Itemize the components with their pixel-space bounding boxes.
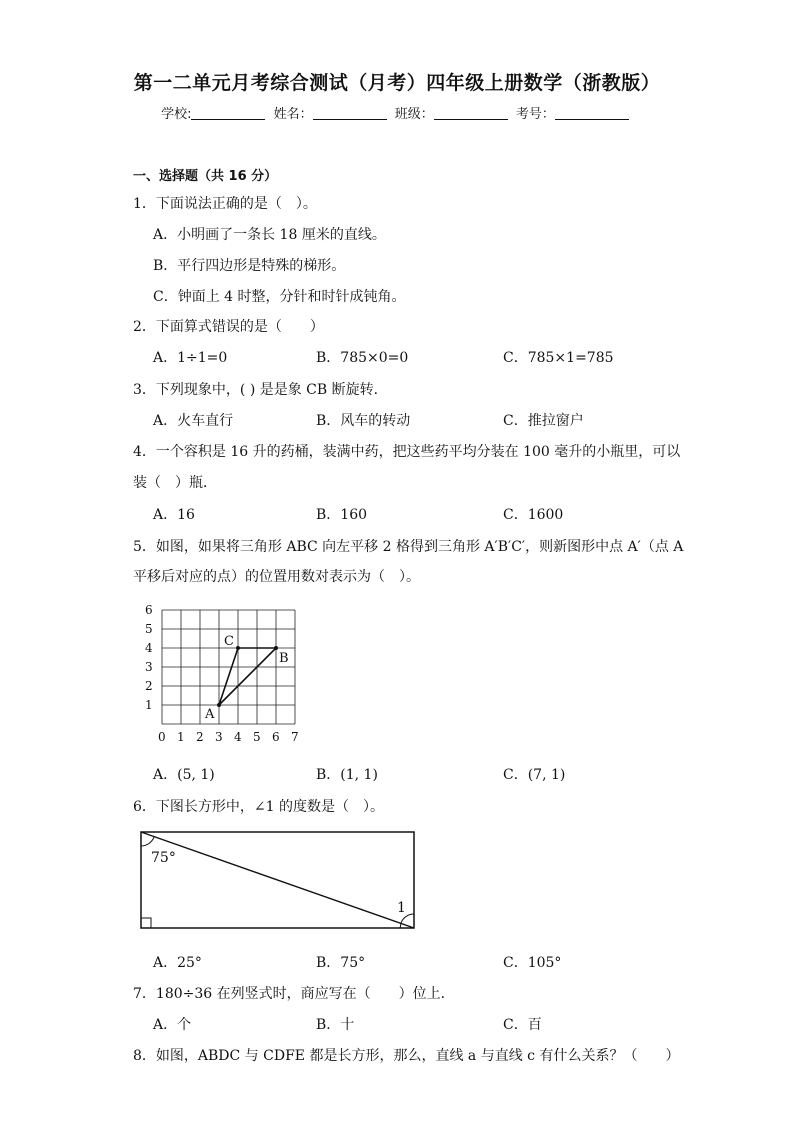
point-b-label: B [279, 651, 289, 666]
y-tick-label: 6 [145, 603, 153, 617]
angle-1-arc [400, 923, 401, 928]
question-4-option-c[interactable]: C．1600 [503, 507, 564, 523]
question-2-stem: 2．下面算式错误的是（ ） [133, 319, 324, 335]
grid-tick-labels [145, 603, 299, 744]
x-tick-label: 6 [272, 730, 280, 744]
question-4-option-b[interactable]: B．160 [316, 507, 368, 523]
question-6-option-b[interactable]: B．75° [316, 955, 366, 971]
question-1-stem: 1．下面说法正确的是（ ）。 [133, 196, 317, 212]
y-tick-label: 2 [145, 679, 153, 693]
question-3-option-c[interactable]: C．推拉窗户 [503, 413, 584, 429]
page-title: 第一二单元月考综合测试（月考）四年级上册数学（浙教版） [133, 72, 661, 94]
class-label: 班级： [394, 107, 434, 122]
question-2-option-c[interactable]: C．785×1=785 [503, 350, 614, 366]
question-5-option-a[interactable]: A．(5, 1) [153, 767, 215, 783]
question-3-option-b[interactable]: B．风车的转动 [316, 413, 411, 429]
section-title: 一、选择题（共 16 分） [133, 169, 278, 184]
y-tick-label: 4 [145, 641, 153, 655]
y-tick-label: 1 [145, 698, 153, 712]
question-5-stem-line1: 5．如图，如果将三角形 ABC 向左平移 2 格得到三角形 A′B′C′，则新图形中点 A′（点 A [133, 539, 684, 555]
question-1-option-b[interactable]: B．平行四边形是特殊的梯形。 [153, 258, 346, 274]
exam-number-blank[interactable] [555, 105, 629, 120]
x-tick-label: 2 [196, 730, 204, 744]
question-7-option-a[interactable]: A．个 [153, 1017, 192, 1033]
x-tick-label: 3 [215, 730, 223, 744]
question-3-stem: 3．下列现象中，( ) 是是象 CB 断旋转． [133, 382, 388, 398]
y-tick-label: 5 [145, 622, 153, 636]
point-a-dot [217, 703, 221, 707]
point-a-label: A [205, 707, 215, 722]
rectangle-diagonal-figure [135, 826, 425, 936]
question-6-option-c[interactable]: C．105° [503, 955, 562, 971]
point-c-dot [236, 646, 240, 650]
class-blank[interactable] [434, 105, 508, 120]
question-4-stem-line2: 装（ ）瓶． [133, 475, 217, 491]
question-7-option-b[interactable]: B．十 [316, 1017, 355, 1033]
question-5-option-c[interactable]: C．(7, 1) [503, 767, 566, 783]
school-label: 学校: [161, 107, 192, 122]
question-6-stem: 6．下图长方形中，∠1 的度数是（ ）。 [133, 799, 384, 815]
name-blank[interactable] [313, 105, 387, 120]
x-tick-label: 4 [234, 730, 242, 744]
school-blank[interactable] [191, 105, 265, 120]
exam-number-label: 考号： [515, 107, 555, 122]
question-8-stem: 8．如图，ABDC 与 CDFE 都是长方形，那么，直线 a 与直线 c 有什么关系？（ ） [133, 1048, 680, 1064]
question-6-option-a[interactable]: A．25° [153, 955, 202, 971]
name-label: 姓名： [273, 107, 313, 122]
question-2-option-a[interactable]: A．1÷1=0 [153, 350, 228, 366]
angle-75-arc [141, 837, 154, 846]
question-1-option-c[interactable]: C．钟面上 4 时整，分针和时针成钝角。 [153, 289, 406, 305]
point-b-dot [274, 646, 278, 650]
x-tick-label: 7 [291, 730, 299, 744]
grid-lines [162, 610, 295, 724]
x-tick-label: 5 [253, 730, 261, 744]
question-4-stem-line1: 4．一个容积是 16 升的药桶，装满中药，把这些药平均分装在 100 毫升的小瓶里，可以 [133, 444, 681, 460]
right-angle-mark [141, 918, 151, 928]
x-tick-label: 1 [177, 730, 185, 744]
angle-75-label: 75° [151, 850, 176, 866]
point-c-label: C [224, 634, 234, 649]
angle-1-label: 1 [397, 900, 406, 916]
x-tick-label: 0 [158, 730, 166, 744]
question-7-option-c[interactable]: C．百 [503, 1017, 542, 1033]
question-2-option-b[interactable]: B．785×0=0 [316, 350, 409, 366]
question-1-option-a[interactable]: A．小明画了一条长 18 厘米的直线。 [153, 227, 386, 243]
question-5-option-b[interactable]: B．(1, 1) [316, 767, 378, 783]
question-5-stem-line2: 平移后对应的点）的位置用数对表示为（ ）。 [133, 569, 420, 585]
triangle-abc [219, 648, 276, 705]
y-tick-label: 3 [145, 660, 153, 674]
coordinate-grid-figure [140, 600, 310, 750]
question-7-stem: 7．180÷36 在列竖式时，商应写在（ ）位上． [133, 986, 455, 1002]
question-4-option-a[interactable]: A．16 [153, 507, 195, 523]
question-3-option-a[interactable]: A．火车直行 [153, 413, 234, 429]
diagonal-line [141, 832, 414, 928]
student-info-line [0, 103, 794, 122]
